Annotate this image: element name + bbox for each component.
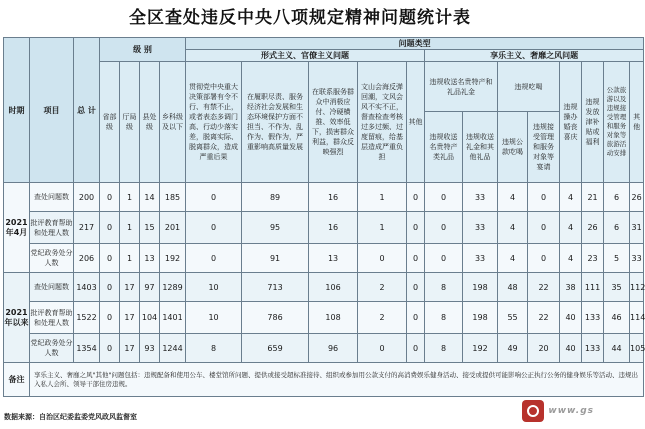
cell: 0 <box>186 212 242 244</box>
cell: 105 <box>630 334 644 363</box>
cell: 133 <box>582 302 604 334</box>
watermark <box>502 396 594 426</box>
cell: 26 <box>582 212 604 244</box>
gift-specialty-header: 违规收送名贵特产类礼品 <box>425 112 463 183</box>
cell: 40 <box>560 334 582 363</box>
hedonism-group-header: 享乐主义、奢靡之风问题 <box>425 50 644 62</box>
cell: 4 <box>560 212 582 244</box>
data-source: 数据来源：自治区纪委监委党风政风监督室 <box>4 413 137 421</box>
cell: 22 <box>528 302 560 334</box>
cell: 1244 <box>160 334 186 363</box>
level-bureau-header: 厅局级 <box>120 62 140 183</box>
table-row <box>4 183 644 212</box>
cell: 1401 <box>160 302 186 334</box>
site-logo-icon <box>522 400 544 422</box>
cell: 0 <box>407 334 425 363</box>
cell: 0 <box>186 244 242 273</box>
section-april <box>4 183 644 273</box>
cell: 6 <box>604 212 630 244</box>
level-township-header: 乡科级及以下 <box>160 62 186 183</box>
cell: 6 <box>604 183 630 212</box>
section-year-to-date <box>4 273 644 363</box>
banquet-header: 违规接受管理和服务对象等宴请 <box>528 112 560 183</box>
cell: 31 <box>630 212 644 244</box>
cell: 0 <box>100 183 120 212</box>
notes-label: 备注 <box>4 363 30 397</box>
cell: 0 <box>425 183 463 212</box>
cell: 0 <box>407 183 425 212</box>
cell: 4 <box>498 244 528 273</box>
cell: 4 <box>498 212 528 244</box>
cell: 95 <box>242 212 309 244</box>
cell: 1 <box>358 212 407 244</box>
cell: 20 <box>528 334 560 363</box>
dining-group-header: 违规吃喝 <box>498 62 560 112</box>
cell: 106 <box>309 273 358 302</box>
row-label: 党纪政务处分人数 <box>30 244 74 273</box>
item-header: 项目 <box>30 38 74 183</box>
formalism-col-3-header: 在联系服务群众中消极应付、冷硬横推、效率低下，损害群众利益，群众反映强烈 <box>309 62 358 183</box>
formalism-col-1-header: 贯彻党中央重大决策部署有令不行、有禁不止，或者表态多调门高、行动少落实差，脱离实际、脱离群众，造成严重后果 <box>186 62 242 183</box>
cell: 14 <box>140 183 160 212</box>
notes-row <box>4 363 644 397</box>
cell: 55 <box>498 302 528 334</box>
cell: 185 <box>160 183 186 212</box>
cell: 0 <box>358 244 407 273</box>
table-row <box>4 334 644 363</box>
hedonism-other-header: 其他 <box>630 62 644 183</box>
cell: 49 <box>498 334 528 363</box>
cell: 0 <box>186 183 242 212</box>
cell: 44 <box>604 334 630 363</box>
cell: 0 <box>100 334 120 363</box>
table-row <box>4 244 644 273</box>
cell: 10 <box>186 273 242 302</box>
cell: 713 <box>242 273 309 302</box>
cell: 0 <box>407 244 425 273</box>
cell: 8 <box>186 334 242 363</box>
cell: 46 <box>604 302 630 334</box>
row-label: 党纪政务处分人数 <box>30 334 74 363</box>
cell: 97 <box>140 273 160 302</box>
cell: 1 <box>120 183 140 212</box>
level-county-header: 县处级 <box>140 62 160 183</box>
row-label: 查处问题数 <box>30 183 74 212</box>
formalism-col-2-header: 在履职尽责、服务经济社会发展和生态环境保护方面不担当、不作为、乱作为、假作为，严重影响高质量发展 <box>242 62 309 183</box>
row-label: 查处问题数 <box>30 273 74 302</box>
cell: 206 <box>74 244 100 273</box>
table-row <box>4 212 644 244</box>
formalism-col-4-header: 文山会海反弹回潮，文风会风不实不正，督查检查考核过多过频、过度留痕，给基层造成严重负担 <box>358 62 407 183</box>
cell: 0 <box>528 212 560 244</box>
period-label: 2021年以来 <box>4 273 30 363</box>
cell: 2 <box>358 302 407 334</box>
cell: 192 <box>463 334 498 363</box>
cell: 13 <box>140 244 160 273</box>
cell: 0 <box>407 302 425 334</box>
cell: 786 <box>242 302 309 334</box>
cell: 1 <box>358 183 407 212</box>
cell: 0 <box>100 273 120 302</box>
cell: 111 <box>582 273 604 302</box>
public-dining-header: 违规公款吃喝 <box>498 112 528 183</box>
cell: 33 <box>630 244 644 273</box>
cell: 33 <box>463 183 498 212</box>
formalism-group-header: 形式主义、官僚主义问题 <box>186 50 425 62</box>
cell: 13 <box>309 244 358 273</box>
cell: 48 <box>498 273 528 302</box>
cell: 1289 <box>160 273 186 302</box>
notes-text: 享乐主义、奢靡之风"其他"问题包括：违规配备和使用公车、楼堂馆所问题、提供或接受超标准接待、组织或参加用公款支付的高消费娱乐健身活动、接受或提供可能影响公正执行公务的健身娱乐等活动、违规出入私人会所、领导干部住房违规。 <box>30 363 644 397</box>
period-header: 时期 <box>4 38 30 183</box>
cell: 0 <box>407 273 425 302</box>
cell: 91 <box>242 244 309 273</box>
cell: 2 <box>358 273 407 302</box>
cell: 17 <box>120 273 140 302</box>
total-header: 总 计 <box>74 38 100 183</box>
cell: 104 <box>140 302 160 334</box>
cell: 22 <box>528 273 560 302</box>
cell: 1 <box>120 212 140 244</box>
cell: 15 <box>140 212 160 244</box>
cell: 4 <box>560 244 582 273</box>
cell: 8 <box>425 302 463 334</box>
cell: 198 <box>463 273 498 302</box>
cell: 1403 <box>74 273 100 302</box>
period-label: 2021年4月 <box>4 183 30 273</box>
cell: 1522 <box>74 302 100 334</box>
cell: 16 <box>309 183 358 212</box>
formalism-other-header: 其他 <box>407 62 425 183</box>
cell: 23 <box>582 244 604 273</box>
cell: 217 <box>74 212 100 244</box>
cell: 0 <box>358 334 407 363</box>
cell: 108 <box>309 302 358 334</box>
cell: 192 <box>160 244 186 273</box>
cell: 10 <box>186 302 242 334</box>
cell: 38 <box>560 273 582 302</box>
cell: 0 <box>100 302 120 334</box>
cell: 8 <box>425 334 463 363</box>
cell: 40 <box>560 302 582 334</box>
cell: 96 <box>309 334 358 363</box>
cell: 33 <box>463 212 498 244</box>
statistics-table <box>3 37 644 397</box>
cell: 89 <box>242 183 309 212</box>
cell: 1354 <box>74 334 100 363</box>
table-row <box>4 302 644 334</box>
cell: 17 <box>120 334 140 363</box>
tourism-header: 公款旅游以及违规接受管理和服务对象等旅游活动安排 <box>604 62 630 183</box>
cell: 133 <box>582 334 604 363</box>
problem-group-header: 问题类型 <box>186 38 644 50</box>
cell: 0 <box>528 244 560 273</box>
watermark-text: www.gs <box>548 406 594 416</box>
cell: 0 <box>528 183 560 212</box>
cell: 114 <box>630 302 644 334</box>
cell: 112 <box>630 273 644 302</box>
cell: 201 <box>160 212 186 244</box>
cell: 200 <box>74 183 100 212</box>
cell: 93 <box>140 334 160 363</box>
page-title: 全区查处违反中央八项规定精神问题统计表 <box>129 8 471 28</box>
row-label: 批评教育帮助和处理人数 <box>30 212 74 244</box>
level-group-header: 级 别 <box>100 38 186 62</box>
level-provincial-header: 省部级 <box>100 62 120 183</box>
cell: 0 <box>100 212 120 244</box>
gift-group-header: 违规收送名贵特产和礼品礼金 <box>425 62 498 112</box>
cell: 4 <box>560 183 582 212</box>
cell: 17 <box>120 302 140 334</box>
cell: 35 <box>604 273 630 302</box>
cell: 21 <box>582 183 604 212</box>
cell: 33 <box>463 244 498 273</box>
cell: 0 <box>100 244 120 273</box>
cell: 659 <box>242 334 309 363</box>
row-label: 批评教育帮助和处理人数 <box>30 302 74 334</box>
cell: 16 <box>309 212 358 244</box>
cell: 0 <box>425 212 463 244</box>
cell: 8 <box>425 273 463 302</box>
cell: 1 <box>120 244 140 273</box>
cell: 0 <box>425 244 463 273</box>
table-row <box>4 273 644 302</box>
weddings-funerals-header: 违规操办婚丧喜庆 <box>560 62 582 183</box>
cell: 198 <box>463 302 498 334</box>
cell: 5 <box>604 244 630 273</box>
cell: 26 <box>630 183 644 212</box>
gift-money-header: 违规收送礼金和其他礼品 <box>463 112 498 183</box>
subsidies-header: 违规发放津补贴或福利 <box>582 62 604 183</box>
cell: 0 <box>407 212 425 244</box>
cell: 4 <box>498 183 528 212</box>
